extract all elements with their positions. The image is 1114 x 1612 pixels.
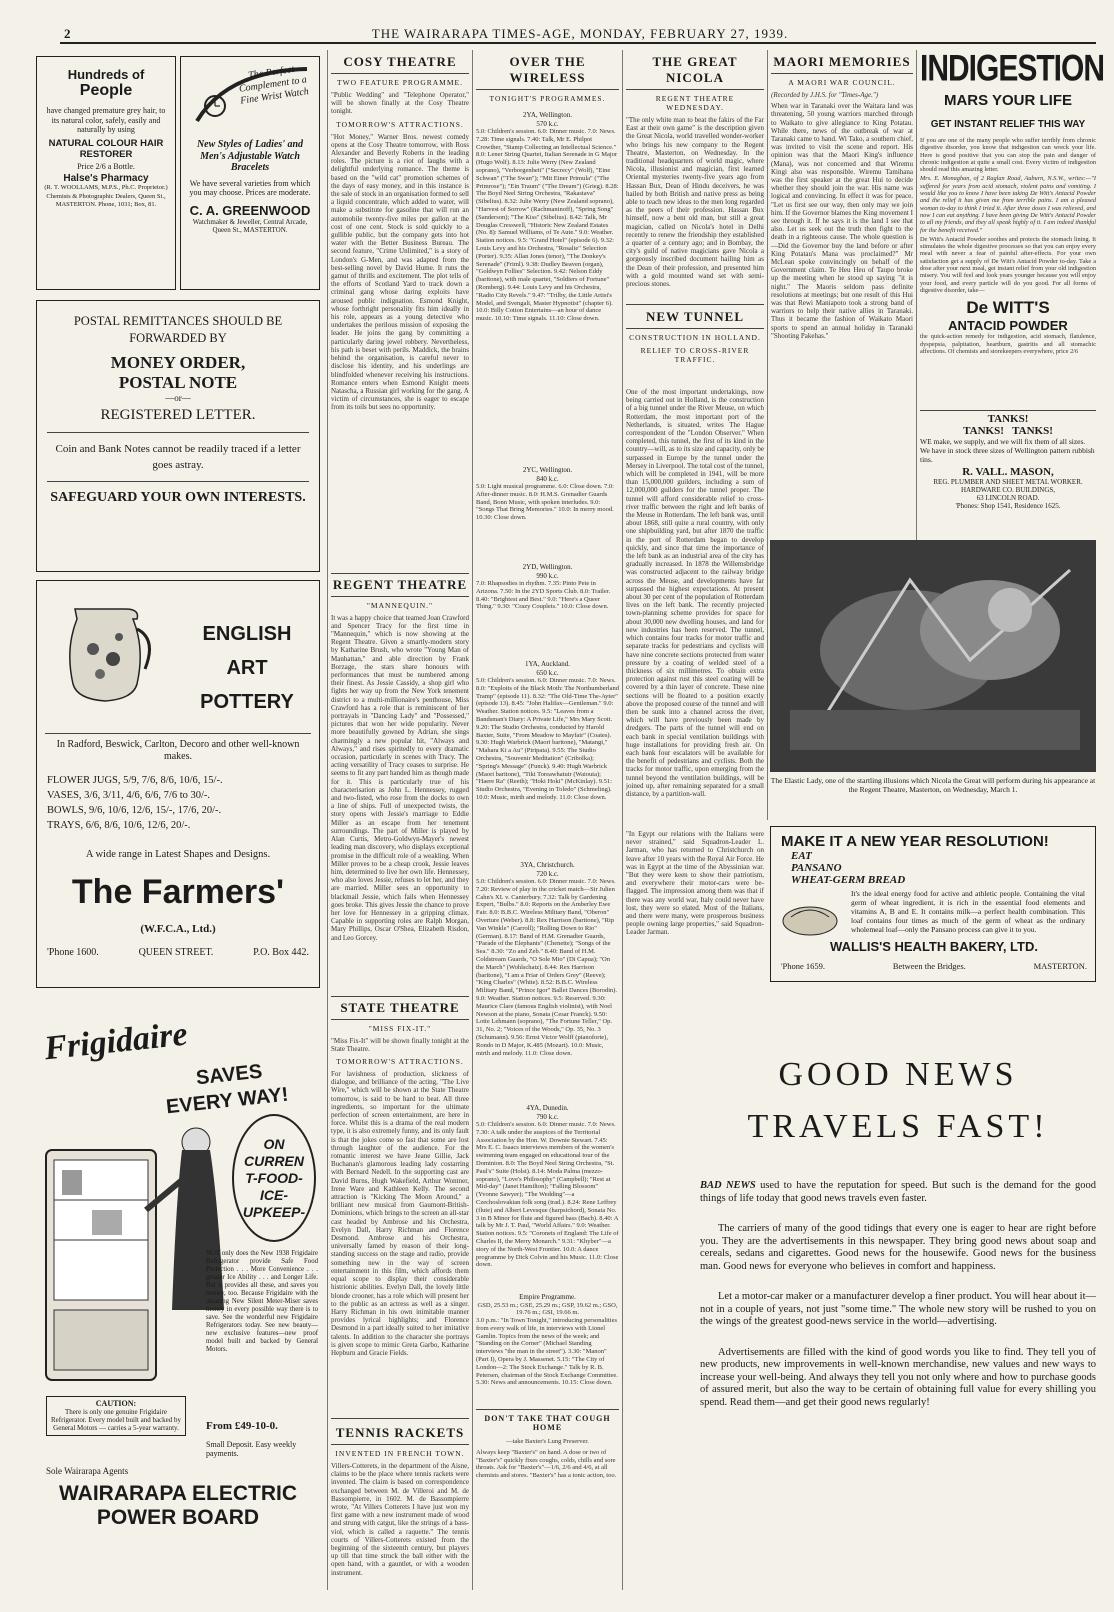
phone: 'Phone 1600. bbox=[47, 947, 99, 958]
indigestion-heading: INDIGESTION bbox=[920, 47, 1105, 89]
station-programme: 5.0: Children's session. 6.0: Dinner music. 7.0: News. 7.20: Review of play in the cricket match—Sir Julien Cahn's XI. v. Canterbury. 7.32: Talk by Gardening Expert, "Bulbs." 8.0: Reports on the Amberley Ewe Fair. 8.0: B.B.C. Wireless Military Band, "Oberon" Overture (Weber). 8.8: Rex Harrison (baritone), "Rip Van Winkle" (Carroll); "Rolling Down to Rio" (German). 8.17: Band of H.M. Grenadier Guards, "Parade of the Elephants" (Chenette); "Songs of the Sea." 8.30: "Zo and Zeb." 8.40: Band of H.M. Coldstream Guards, "O Sole Mio" (Di Capua); "On the March" (Wohlschatz). 8.44: Rex Harrison (baritone), "I am a Friar of Orders Grey" (Reeve); "King Charles" (White). 8.52: B.B.C. Wireless Military Band, "Prince Igor" Ballet Dances (Borodin). 9.0: Weather. Station notices. 9.5: Reserved. 9.30: Maurice Clare (famous English violinist), with Noel Newson at the piano, Sonata (Cesar Franck). 9.50: Lotte Lehmann (soprano), "The Fortune Teller," Op. 31, No. 2; "Voices of the Woods," Op. 35, No. 3 (Schumann). 9.56: Ernst Victor Wolff (pianoforte), Rondo in D Major, K.485 (Mozart). 10.0: Music, mirth and melody. 11.0: Close down. bbox=[476, 878, 618, 1057]
tanks-heading-3: TANKS! bbox=[1012, 425, 1053, 437]
wireless-heading: OVER THE WIRELESS bbox=[476, 54, 619, 90]
tunnel-article-part: One of the most important undertakings, now being carried out in Holland, is the construction of a big tunnel under the River Meuse, on which Rotterdam, the most important port of the Netherlands, is situated, writes The Hague correspondent of the "London Observer." When completed, this tunnel, the first of its kind in the country—will, as to its size and capacity, only be surpassed in Europe by the tunnel under the Mersey in Liverpool. The total cost of the tunnel, which will be completed in 1941, will be more than 15,000,000 guilders, including a sum of 12,000,000 guilders for the tunnel proper. The tunnel will afford considerable relief to cross-river traffic between the right and left banks of the Meuse in Rotterdam. The left bank was, until about 1868, still quite a rural country, with only one shipbuilding yard, but after 1870 the traffic in the port of Rotterdam began to develop quickly, and since that time the importance of the left bank as an industrial area of the city has gradually increased. In 1878 the Willemsbridge was constructed adjacent to the railway bridge across the Meuse, and developments have far surpassed the highest expectations. At present about 30 per cent of the population of Rotterdam lives on the left bank. The recently projected town-planning scheme provides for space for about 30,000 new dwelling houses, and land for new industries has been reserved. The tunnel, which contains four tracks for motor traffic and separate tracks for pedestrians and cyclists will have nine concrete sections protected from water pressure by a coating of welded steel of a thickness of six millimetres. To obtain extra protection against rust this steel coating will be covered by a thin layer of concrete. These nine sections will be floated to a position exactly above the proposed course of the tunnel and will then be sunk into a channel across the river, which will have previously been made by dredgers. The parts of the tunnel will end on each bank in special ventilation buildings with huge installations for providing fresh air. On each bank four escalators will be available for the benefit of pedestrians and cyclists. Both the tracks for motor traffic, upon emerging from the tunnel beyond the ventilation buildings, will be joined up, after remaining separated for a small distance, by a partition-wall. bbox=[626, 388, 764, 798]
caution-heading: CAUTION: bbox=[95, 1399, 137, 1408]
station-programme: 3.0 p.m.: "In Town Tonight," introducing personalities from every walk of life, in interviews with Lionel Gamlin. Topics from the news of the week; and "Standing on the Corner" (Michael Standing interviews "the man in the street"). 3.30: "Manon" (Part I), Opera by J. Massenet. 5.15: "The City of London—2: The Stock Exchange." Talk by R. B. Petersen, chairman of the Stock Exchange Committee. 5.30: News and announcements. 10.15: Close down. bbox=[476, 1317, 618, 1387]
power-board-name: WAIRARAPA ELECTRIC bbox=[59, 1482, 297, 1505]
price-item: VASES, 3/6, 3/11, 4/6, 6/6, 7/6 to 30/-. bbox=[47, 790, 211, 801]
tanks-heading-2: TANKS! bbox=[963, 425, 1004, 437]
photo-caption: The Elastic Lady, one of the startling illusions which Nicola the Great will perform during his appearance at the Regent Theatre, Masterton, on Wednesday, March 1. bbox=[770, 776, 1096, 794]
nicola-article: "The only white man to beat the fakirs of the Far East at their own game" is the description given the Great Nicola, world travelled wonder-worker who brings his new company to the Regent Theatre, Masterton, on Wednesday. In the traditional headquarters of world magic, where Nicola, illusionist and magician, first learned Oriental mysteries twenty-five years ago from Hassan Bux, Dean of Hindu deceivers, he was hailed by both British and native press as being able to teach new ideas to the men long regarded as the peers of their profession. Hassan Bux himself, now a bent old man, but still a great magician, called on Nicola's hotel in Delhi recently to renew the friendship they established a quarter of a century ago; and in Bombay, the city's guild of native magicians gave Nicola a gorgeously inscribed document hailing him as the Dean of their profession, and presented him with a gold mounted wand set with semi-precious stones. bbox=[626, 116, 764, 289]
station-frequency: 990 k.c. bbox=[536, 571, 559, 580]
dewitt-brand: De WITT'S bbox=[966, 298, 1050, 318]
eat-label: EAT bbox=[791, 850, 812, 862]
egypt-article-col bbox=[626, 830, 764, 976]
para-1-text: used to have the reputation for speed. But such is the demand for the good things of life today that good news travels even faster. bbox=[700, 1180, 1097, 1204]
station-name: 2YC, Wellington. bbox=[522, 466, 573, 474]
company-sub: (W.F.C.A., Ltd.) bbox=[140, 923, 216, 935]
bakery-phone: 'Phone 1659. bbox=[781, 961, 826, 971]
notice-warning: Coin and Bank Notes cannot be readily traced if a letter goes astray. bbox=[55, 443, 301, 471]
payment-terms: Small Deposit. Easy weekly payments. bbox=[206, 1440, 297, 1458]
money-order: MONEY ORDER, bbox=[110, 353, 246, 372]
tunnel-heading: NEW TUNNEL bbox=[626, 304, 764, 329]
cosy-theatre-heading: COSY THEATRE bbox=[331, 54, 469, 74]
good-news-heading: GOOD NEWS bbox=[778, 1056, 1018, 1093]
mars-your-life: MARS YOUR LIFE bbox=[943, 92, 1073, 109]
range-note: A wide range in Latest Shapes and Designs. bbox=[85, 849, 271, 860]
column-rule bbox=[916, 50, 917, 540]
watch-illustration bbox=[187, 61, 313, 135]
station-frequency: 840 k.c. bbox=[536, 474, 559, 483]
wallis-body: It's the ideal energy food for active and athletic people. Containing the vital germ of wheat ingredient, it is rich in the essential food elements and vitamins A, B and E. It contains milk—a perfect health combination. This loaf contains four times as much of the germ of wheat as the ordinary wholemeal loaf—only the Pansano process can give it to you. bbox=[851, 889, 1085, 934]
ad-heading: Hundreds of bbox=[67, 67, 145, 82]
station-frequency: 650 k.c. bbox=[536, 668, 559, 677]
maori-column bbox=[771, 54, 913, 534]
station-frequency: 790 k.c. bbox=[536, 1112, 559, 1121]
regent-subheading: "MANNEQUIN." bbox=[366, 600, 434, 610]
cosy-article: "Hot Money," Warner Bros. newest comedy opens at the Cosy Theatre tomorrow, with Ross Alexander and Beverly Roberts in the leading roles. The picture is a riot of laughs with a delightful underlying romance. The theme is based on the "wild cat" promotion schemes of the days of easy money, and in this instance is the sale of stock in an organisation formed to sell a liquid concentrate, which added to water, will make a substitute for gasoline that will run an automobile twenty-five miles per gallon at the cost of one cent. Stock is sold quickly to a gullible public, but the company gets into hot water with the Better Business Bureau. The second feature, "Crime Unlimited," is a story of London's G-Men, and was adapted from the best-selling novel by David Hume. It runs the gamut of thrills and excitement. The plot tells of the efforts of Scotland Yard to track down a criminal gang whose daring exploits have aroused public indignation. Esmond Knight, whose forthright personality fits him ideally in his role, appears as a young detective who undertakes the perilous mission of exposing the leader. He joins the gang by committing a particularly daring jewel robbery. Nevertheless, his path is beset with perils. Maddick, the brains behind the organisation, is careful never to disclose his identity, and his underlings are blindfolded whenever receiving his instructions. Romance enters when Esmond Knight meets Natascha, a Russian girl working for the gang. A victim of circumstances, she is eager to escape from its toils but sees no opportunity. bbox=[331, 132, 469, 412]
bakery-town: MASTERTON. bbox=[1033, 961, 1087, 971]
station-programme: 5.0: Light musical programme. 6.0: Close down. 7.0: After-dinner music. 8.0: H.M.S. Grenadier Guards Band, Bonn Music, with spoken interludes. 9.0: "Songs That Bring Memories." 10.0: In merry mood. 10.30: Close down. bbox=[476, 483, 614, 522]
tennis-subheading: INVENTED IN FRENCH TOWN. bbox=[335, 1449, 465, 1459]
masthead bbox=[60, 18, 1096, 44]
nicola-photo bbox=[770, 540, 1096, 772]
price: From £49-10-0. bbox=[206, 1420, 278, 1432]
price-item: BOWLS, 9/6, 10/6, 12/6, 15/-, 17/6, 20/-. bbox=[47, 805, 222, 816]
or-separator: —or— bbox=[165, 393, 191, 403]
jug-icon bbox=[45, 589, 165, 709]
mason-trade: REG. PLUMBER AND SHEET METAL WORKER. bbox=[933, 478, 1083, 486]
ad-heading: New Styles of Ladies' and Men's Adjustable Watch Bracelets bbox=[196, 139, 304, 173]
station-programme: 5.0: Children's session. 6.0: Dinner music. 7.0: News. 8.0: "Exploits of the Black Moth: The Northumberland Tramp" (episode 11). 8.32: "The Old-Time The-Ayter" (episode 13). 8.45: "John Halifax—Gentleman." 9.0: Weather. Station notices. 9.5: "Leaves from a Bandsman's Diary: A Private Life," Mrs Mary Scott. 9.20: The Studio Orchestra, conducted by Harold Baxter, Suite, "From Meadow to Mayfair" (Coates). 9.30: Hugh Warbrick (Maori baritone), "Matangi," "Mahara Ki a Au" (Piripata). 9.55: The Studio Orchestra, "Souvenir Meditation" (Cribolka); "Spring's Message" (Funck). 9.40: Hugh Warbrick (Maori baritone), "Tiki Toreawhatuir (Waiouta); "Haere Ra" (Reeth); "Hoki Hoki" (McKinlay). 9.51: Studio Orchestra, "Evening in Toledo" (Schmeling). 10.0: Music, mirth and melody. 11.0: Close down. bbox=[476, 677, 619, 801]
postal-note: POSTAL NOTE bbox=[118, 373, 238, 392]
pottery-heading-2: ART bbox=[226, 657, 268, 679]
cosy-para: "Public Wedding" and "Telephone Operator," will be shown finally at the Cosy Theatre tonight. bbox=[331, 91, 469, 116]
wireless-subheading: TONIGHT'S PROGRAMMES. bbox=[489, 94, 606, 103]
station-frequency: 570 k.c. bbox=[536, 119, 559, 128]
baxter-heading: DON'T TAKE THAT COUGH HOME bbox=[476, 1409, 619, 1435]
dewitt-footer: the quick-action remedy for indigestion, acid stomach, flatulence, dyspepsia, palpitation, heartburn, gastritis and all stomachic affections. Of chemists and storekeepers everywhere, price 2/6 bbox=[920, 333, 1096, 355]
station-name: 2YA, Wellington. bbox=[523, 111, 572, 119]
ad-body: NOT only does the New 1938 Frigidaire Refrigerator provide Safe Food Protection . . . More Convenience . . . greater Ice Ability . . . and Longer Life. But it provides all these, and saves you money, too. Because Frigidaire with the amazing New Silent Meter-Miser saves money in every possible way there is to save. See the wonderful new Frigidaire Refrigerators today. See new beauty—new exclusive features—new proof model built and backed by General Motors. bbox=[206, 1250, 318, 1353]
regent-article: It was a happy choice that teamed Joan Crawford and Spencer Tracy for the first time in "Mannequin," which is now showing at the Regent Theatre. Given a smartly-modern story by Katharine Brush, who wrote "Young Man of Manhattan," and able direction by Frank Borzage, the stars share honours with performances that must be numbered among their finest. As Jessie Cassidy, a shop girl who fights her way up from the New York tenement district to a multi-millionaire's penthouse, Miss Crawford has a role that is reminiscent of her portrayals in "Dancing Lady" and "Possessed," pictures that won her wide popularity. Never more beautifully gowned by Adrian, she sings charmingly a new popular hit, "Always and Always," and rises spiritedly to every dramatic occasion, particularly in scenes with Tracy. The acting versatility of Tracy ceases to surprise. He seems to fit any part handed him as though made for it. This is particularly true of his characterisation as John L. Hennessey, rugged and two-fisted, who rose from the docks to own a line of ships. Full of unexpected twists, the story opens with Jessie's marriage to Eddie Miller as an escape from her tenement surroundings. The part of Miller is played by Alan Curtis, Metro-Goldwyn-Mayer's newest leading man discovery, who displays exceptional promise in the difficult role of a weakling. When Miller proves to be a cheap crook, Jessie leaves him, determined to live her own life. Hennessey, who also loves Jessie, refuses to let her, and they are married. Miller sees an opportunity to blackmail Jessie, which fails when Hennessey goes broke. This gives Jessie the chance to prove her love for Hennessey in a gripping climax. Capable in supporting roles are Ralph Morgan, Mary Phillips, Oscar O'Shea, Elizabeth Risdon, and Leo Gorcey. bbox=[331, 613, 470, 942]
resolution-heading: MAKE IT A NEW YEAR RESOLUTION! bbox=[781, 833, 1049, 850]
frigidaire-ad bbox=[36, 1000, 320, 1596]
pansano-label: PANSANO bbox=[791, 862, 842, 874]
state-article: For lavishness of production, slickness of dialogue, and brilliance of the acting, "The Live Wire," which will be shown at the State Theatre tomorrow, is said to be hard to beat. All three ingredients, so important for the ultimate perfection of screen entertainment, are here in force. Whilst this is a drama of the real modern type, it is also extremely funny, and its only fault is that the jokes come so fast that some are lost through laughter of the audience. For the romantic interest we have Jeane Gillie, Jack Buchanan's glamorous leading lady costarring with Bernard Nedell. In the supporting cast are David Burns, Hugh Wakefield, Arthur Wontner, Irene Ware and Kathleen Kelly. The second attraction is "Kicking The Moon Around," a brilliant new musical from Gaumont-British-Dominions, which brings to the screen an all-star cast headed by Ambrose and his Orchestra, Evelyn Dall, Harry Richman and Florence Desmond. Ambrose and his Orchestra, universally famed by reason of their long-standing success on the stage and radio, provide something new in the way of screen entertainment in this film, which affords them equal scope to display their considerable histrionic abilities. Evelyn Dall, the lovely little blonde crooner, has a role which will present her to the public as an actress as well as a singer. Harry Richman in his own inimitable manner provides lyrical highlights; and Florence Desmond in a part ideally suited to her imitative talents. In addition to the character she portrays is given scope to mimic Greta Garbo, Katharine Hepburn and Gracie Fields. bbox=[331, 1070, 469, 1357]
good-news-article bbox=[700, 1016, 1096, 1576]
address: Chemists & Photographic Dealers, Queen St., MASTERTON. Phone, 1031; Box, 81. bbox=[46, 193, 166, 208]
price-list bbox=[47, 773, 309, 833]
column-rule bbox=[622, 50, 623, 1590]
pottery-heading-3: POTTERY bbox=[200, 691, 294, 713]
mason-address-2: 63 LINCOLN ROAD. bbox=[976, 494, 1040, 502]
column-rule bbox=[472, 50, 473, 1590]
ad-body: We have several varieties from which you may choose. Prices are moderate. bbox=[189, 178, 311, 197]
maori-credit: (Recorded by J.H.S. for "Times-Age.") bbox=[771, 91, 879, 99]
station-frequency: GSD, 25.53 m.; GSE, 25.29 m.; GSP, 19.62 m.; GSO, 19.76 m.; GSI, 19.66 m. bbox=[477, 1301, 618, 1317]
price-item: FLOWER JUGS, 5/9, 7/6, 8/6, 10/6, 15/-. bbox=[47, 775, 223, 786]
egypt-article: "In Egypt our relations with the Italians were never strained," said Squadron-Leader L. Jarman, who has returned to Christchurch on leave after 10 years with the Royal Air Force. He was in Egypt at the time of the Abyssinian war. "But they were keen to show their patriotism, and everywhere their motor-cars were be-flagged. The impression among them was that if there was any world war, Italy could never have lost, they were so elated. Most of the Italians, and there were many, were prosperous business people owning large properties," said Squadron-Leader Jarman. bbox=[626, 830, 764, 937]
notice-slogan: SAFEGUARD YOUR OWN INTERESTS. bbox=[50, 490, 306, 505]
tennis-article: Villers-Cotterets, in the department of the Aisne, claims to be the place where tennis rackets were invented. The claim is based on correspondence exchanged between M. de Villeroi and M. de Bassompierre, in 1602. M. de Bassompierre wrote, "At Villers Cotterets I have just won my first game with a new instrument made of wood and strung with catgut, like the strings of a bass-viol, which is called a raquette." The tennis courts of Villers-Cotterets existed from the beginning of the sixteenth century, but players up till that time struck the ball either with the open hand, with a gauntlet, or with a wooden instrument. bbox=[331, 1462, 469, 1577]
pharmacy-name: Halse's Pharmacy bbox=[63, 172, 149, 184]
greenwood-ad bbox=[180, 56, 320, 290]
station-name: 4YA, Dunedin. bbox=[526, 1104, 569, 1112]
mason-ad bbox=[920, 410, 1096, 534]
ad-heading-2: People bbox=[79, 82, 133, 99]
jeweller-name: C. A. GREENWOOD bbox=[189, 202, 311, 218]
postal-remittances-notice bbox=[36, 300, 320, 572]
street: QUEEN STREET. bbox=[138, 947, 214, 958]
mason-phones: 'Phones: Shop 1541, Residence 1625. bbox=[955, 502, 1061, 510]
bad-news-label: BAD NEWS bbox=[700, 1180, 756, 1191]
saves-heading: SAVES bbox=[194, 1060, 264, 1090]
baxter-body: Always keep "Baxter's" on hand. A dose or two of "Baxter's" quickly fixes coughs, colds, chills and sore throats. Ask for "Baxter's"—1/6, 2/6 and 4/6, at all chemists and stores. "Baxter's" has a tonic action, too. bbox=[476, 1448, 617, 1480]
bakery-name: WALLIS'S HEALTH BAKERY, LTD. bbox=[830, 939, 1038, 954]
tennis-heading: TENNIS RACKETS bbox=[331, 1418, 469, 1445]
travels-fast-heading: TRAVELS FAST! bbox=[747, 1108, 1049, 1145]
mason-name: R. VALL. MASON, bbox=[962, 466, 1054, 478]
station-programme: 7.0: Rhapsodies in rhythm. 7.35: Pinto Pete in Arizona. 7.50: In the 2YD Sports Club. 8.0: Trailer. 8.40: "Brightest and Best." 9.0: "Here's a Queer Thing." 9.30: "Crazy Couplets." 10.0: Close down. bbox=[476, 580, 611, 611]
maori-article: When war in Taranaki over the Waitara land was threatening, 50 young warriors marched through to Waikato to give allegiance to King Potatau. While there, news of the outbreak of war at Taranaki came to hand. Wi Tako, a southern chief, was invited to visit the scene and report. His opinion was that the Maori King's influence (Mana), was not concerned and that Wiremu Kingi also was responsible. Wiremu Tamihana was the first speaker at the great Hui to decide whether they should join the war. His name was logical and convincing. In effect it was for peace. "Let us first see our way, then only may we join him. If the Governor blames the King movement I see through it. If he says it is the land I see that also. Let us seek out the truth then fight to the death in a righteous cause. The whole question is—Did the Governor buy the land before or after King Potatau's Mana was proclaimed?" Mr McLean spoke convincingly on behalf of the Government claim. Te Heu Heu of Taupo broke up the meeting when he stood up saying "it is night." The Maoris seldom pass definite resolutions at meetings; but one result of this Hui was that Rewi Maniapoto took a strong band of warriors to help their native allies in Taranaki. Thus it became the fashion of Waikato Maori sports to spend an annual holiday in Taranaki "Shooting Pakehas." bbox=[771, 102, 913, 340]
mason-address: HARDWARE CO. BUILDINGS, bbox=[960, 486, 1056, 494]
dewitt-intro: If you are one of the many people who suffer terribly from chronic digestive disorder, you know that indigestion can wreck your life. Here is good positive that you can stop the pain and danger of chronic indigestion at quite a small cost. Every victim of indigestion should read this amazing letter. bbox=[920, 137, 1096, 174]
magic-illusion-image bbox=[770, 540, 1096, 772]
mason-body-2: We have in stock three sizes of Wellington pattern rubbish tins. bbox=[920, 446, 1095, 464]
state-subheading: "MISS FIX-IT." bbox=[368, 1023, 432, 1033]
registered-letter: REGISTERED LETTER. bbox=[100, 407, 256, 423]
maori-heading: MAORI MEMORIES bbox=[771, 54, 913, 74]
antacid-powder: ANTACID POWDER bbox=[948, 318, 1068, 334]
every-way-heading: EVERY WAY! bbox=[165, 1083, 290, 1119]
wheat-germ-label: WHEAT-GERM BREAD bbox=[791, 874, 906, 886]
cosy-subheading: TWO FEATURE PROGRAMME. bbox=[337, 78, 463, 87]
para-4: Advertisements are filled with the kind of good words you like to find. They tell you of new products, new improvements in well-known merchandise, new values and new ways to increase your well-being. And always they tell you not only where and how to purchase goods of assured merit, but also the way to be certain of obtaining full value for every shilling you spend. Read them—and get their good news regularly! bbox=[700, 1346, 1096, 1408]
bakery-location: Between the Bridges. bbox=[892, 961, 966, 971]
speech-bubble: ON CURRENT-FOOD-ICE-UPKEEP- bbox=[232, 1114, 316, 1242]
slogan: The Perfect Complement to a Fine Wrist Watch bbox=[238, 63, 310, 107]
farmers-pottery-ad bbox=[36, 580, 320, 988]
tanks-heading: TANKS! bbox=[987, 413, 1029, 425]
product-name: NATURAL COLOUR HAIR RESTORER bbox=[48, 137, 164, 160]
column-rule bbox=[327, 50, 328, 1590]
state-theatre-heading: STATE THEATRE bbox=[331, 996, 469, 1020]
state-para: "Miss Fix-It" will be shown finally tonight at the State Theatre. bbox=[331, 1036, 469, 1053]
price: Price 2/6 a Bottle. bbox=[77, 161, 135, 171]
station-frequency: 720 k.c. bbox=[536, 869, 559, 878]
pottery-heading-1: ENGLISH bbox=[202, 623, 292, 645]
station-name: 3YA, Christchurch. bbox=[520, 861, 575, 869]
para-2: The carriers of many of the good tidings that every one is eager to hear are right before you. They are the advertisements in this newspaper. They bring good news about soap and cereals, sedans and cigarettes. Good news for the housewife. Good news for the business man. Good news for everyone who believes in comfort and happiness. bbox=[700, 1223, 1096, 1272]
pottery-jug-illustration bbox=[45, 589, 165, 709]
page-number: 2 bbox=[64, 26, 71, 41]
mason-body: WE make, we supply, and we will fix them of all sizes. bbox=[920, 437, 1086, 446]
station-name: Empire Programme. bbox=[519, 1293, 576, 1301]
relief-heading: GET INSTANT RELIEF THIS WAY bbox=[930, 119, 1086, 130]
para-3: Let a motor-car maker or a manufacturer develop a finer product. You will hear about it—not in a couple of years, not just "some time." The whole new story will be rushed to you on the wings of the greatest good-news service in the world—advertising. bbox=[700, 1291, 1096, 1327]
station-name: 1YA, Auckland. bbox=[525, 660, 570, 668]
baxter-subheading: —take Baxter's Lung Preserver. bbox=[506, 1438, 589, 1446]
station-name: 2YD, Wellington. bbox=[522, 563, 573, 571]
notice-heading: POSTAL REMITTANCES SHOULD BE FORWARDED BY bbox=[73, 314, 283, 345]
agents-label: Sole Wairarapa Agents bbox=[46, 1466, 129, 1476]
state-attractions: TOMORROW'S ATTRACTIONS. bbox=[336, 1057, 464, 1067]
nicola-subheading: REGENT THEATRE WEDNESDAY. bbox=[655, 94, 735, 112]
theatre-column bbox=[331, 54, 469, 1594]
ad-body: have changed premature grey hair, to its natural color, safely, easily and naturally by using bbox=[46, 106, 166, 134]
makes-intro: In Radford, Beswick, Carlton, Decoro and other well-known makes. bbox=[56, 739, 300, 762]
para-1 bbox=[700, 1180, 1096, 1205]
bread-loaf-icon bbox=[781, 897, 839, 937]
station-programme: 5.0: Children's session. 6.0: Dinner music. 7.0: News. 7.30: A talk under the auspices of the Territorial Association by the Hon. W. Downie Stewart. 7.45: Mrs E. C. Isaacs interviews members of the women's swimming team engaged on educational tour of the Dominion. 8.0: The Boyd Neel String Orchestra, "St. Paul's" Suite (Holst). 8.14: Moda Palma (mezzo-soprano), "Love's Philosophy" (Campbell); "Rest at Mid-day" (Janet Hamilton); "Falling Blossom" (Yvonne Sawyer); "The Wedding"—a Czechoslovakian folk song (trad.). 8.24: Rene Leffrey (flute) and Albert Levesque (harpsichord), Sonata No. 3 in B Minor for flute and figured bass (Bach). 8.40: A talk by Mr J. T. Paul, "World Affairs." 9.0: Weather. Station notices. 9.5: "Coronets of England: The Life of Charles II, the Merry Monarch." 9.31: "Khyber"—a story of the North-West Frontier. 10.0: A dance programme by Dick Colvin and his Music. 11.0: Close down. bbox=[476, 1121, 619, 1269]
address: Watchmaker & Jeweller, Central Arcade, Queen St., MASTERTON. bbox=[192, 217, 308, 234]
newspaper-title: THE WAIRARAPA TIMES-AGE, MONDAY, FEBRUARY 27, 1939. bbox=[371, 26, 789, 41]
station-programme: 5.0: Children's session. 6.0: Dinner music. 7.0: News. 7.28: Time signals. 7.40: Talk, Mr E. Philpot Crowther, "Stamp Collecting an Intellectual Science." 8.0: Lener String Quartet, Italian Serenade in G Major (Hugo Wolf). 8.13: Julie Werry (New Zealand soprano), "Verborgenheit" ("Secrecy" (Wolf), "Eine Schwan" ("The Swan"); "Mit Einer Primula" ("The Primrose"); "Ein Traum" ("The Dream") (Grieg). 8.28: The Boyd Neel String Orchestra, "Rakastava" (Sibelius). 8.32: Julie Werry (New Zealand soprano), "Harvest of Sorrow" (Rachmaninoff), "Spring Song" (Sanderson); "The Kiss" (Sibelius). 8.42: Talk, Mr Douglas Cresswell, "Historic New Zealand Estates (No. 8): Samuel Williams, of Te Aute." 9.0: Weather. Station notices. 9.5: "Grand Hotel" (episode 6). 9.32: Louis Levy and his Orchestra, "Rosalie" Selection (Porter). 9.35: Allan Jones (tenor), "The Donkey's Serenade" (Friml). 9.38: Dudley Beaven (organ), "Goldwyn Follies" Selection. 9.42: Nelson Eddy (baritone), with male quartet, "Soldiers of Fortune" (Romberg). 9.44: Louis Levy and his Orchestra, "Radio City Revels." 9.47: "Trilby, the Little Artist's Model, and Svengali, Master Hypnotist" (chapter 6). 10.0: Billy Cotton Entertains—an hour of dance music. 10.10: Time signals. 11.10: Close down. bbox=[476, 128, 619, 323]
caution-box bbox=[46, 1396, 186, 1436]
maori-subheading: A MAORI WAR COUNCIL. bbox=[788, 78, 896, 87]
price-item: TRAYS, 6/6, 8/6, 10/6, 12/6, 20/-. bbox=[47, 820, 191, 831]
farmers-logo: The Farmers' bbox=[71, 873, 285, 911]
po-box: P.O. Box 442. bbox=[253, 947, 309, 958]
wireless-column bbox=[476, 54, 619, 1594]
nicola-heading: THE GREAT NICOLA bbox=[626, 54, 764, 90]
caution-text: There is only one genuine Frigidaire Refrigerator. Every model built and backed by General Motors — carries a 5-year warranty. bbox=[50, 1408, 182, 1432]
halsey-pharmacy-ad bbox=[36, 56, 176, 290]
frigidaire-logo: Frigidaire bbox=[42, 1015, 190, 1068]
testimonial: Mrs. E. Monaghan, of 2 Raglan Road, Auburn, N.S.W., writes:—"I suffered for years from acid stomach, violent pains and vomiting. I would like you to know I have been taking De Witt's Antacid Powder and the relief it has given me from terrible pains. I am a pleased woman to-day to think I tried it. After three doses I was relieved, and now I can eat anything. I have been giving De Witt's Antacid Powder to all my friends, and they all speak highly of it. I am indeed thankful for the benefit received." bbox=[920, 175, 1096, 234]
regent-theatre-heading: REGENT THEATRE bbox=[331, 573, 469, 597]
tunnel-subheading-2: RELIEF TO CROSS-RIVER TRAFFIC. bbox=[640, 346, 750, 364]
proprietor: (R. T. WOOLLAMS, M.P.S., Ph.C. Proprietor.) bbox=[44, 183, 168, 191]
cosy-attractions: TOMORROW'S ATTRACTIONS. bbox=[336, 119, 464, 129]
column-rule bbox=[767, 50, 768, 820]
wallis-bakery-ad bbox=[770, 826, 1096, 982]
tunnel-subheading: CONSTRUCTION IN HOLLAND. bbox=[629, 333, 761, 342]
power-board-name-2: POWER BOARD bbox=[96, 1506, 260, 1529]
dewitt-body: De Witt's Antacid Powder soothes and protects the stomach lining. It stimulates the whole digestive processes so that you can enjoy every meal with never a fear of painful after-effects. For your own satisfaction get a supply of De Witt's Antacid Powder to-day. Take a dose after your next meal, get instant relief from your old indigestion misery. You will feel and look years younger because you will enjoy your food, and every particle will do you good. For all forms of digestive disorder, take— bbox=[920, 235, 1096, 294]
